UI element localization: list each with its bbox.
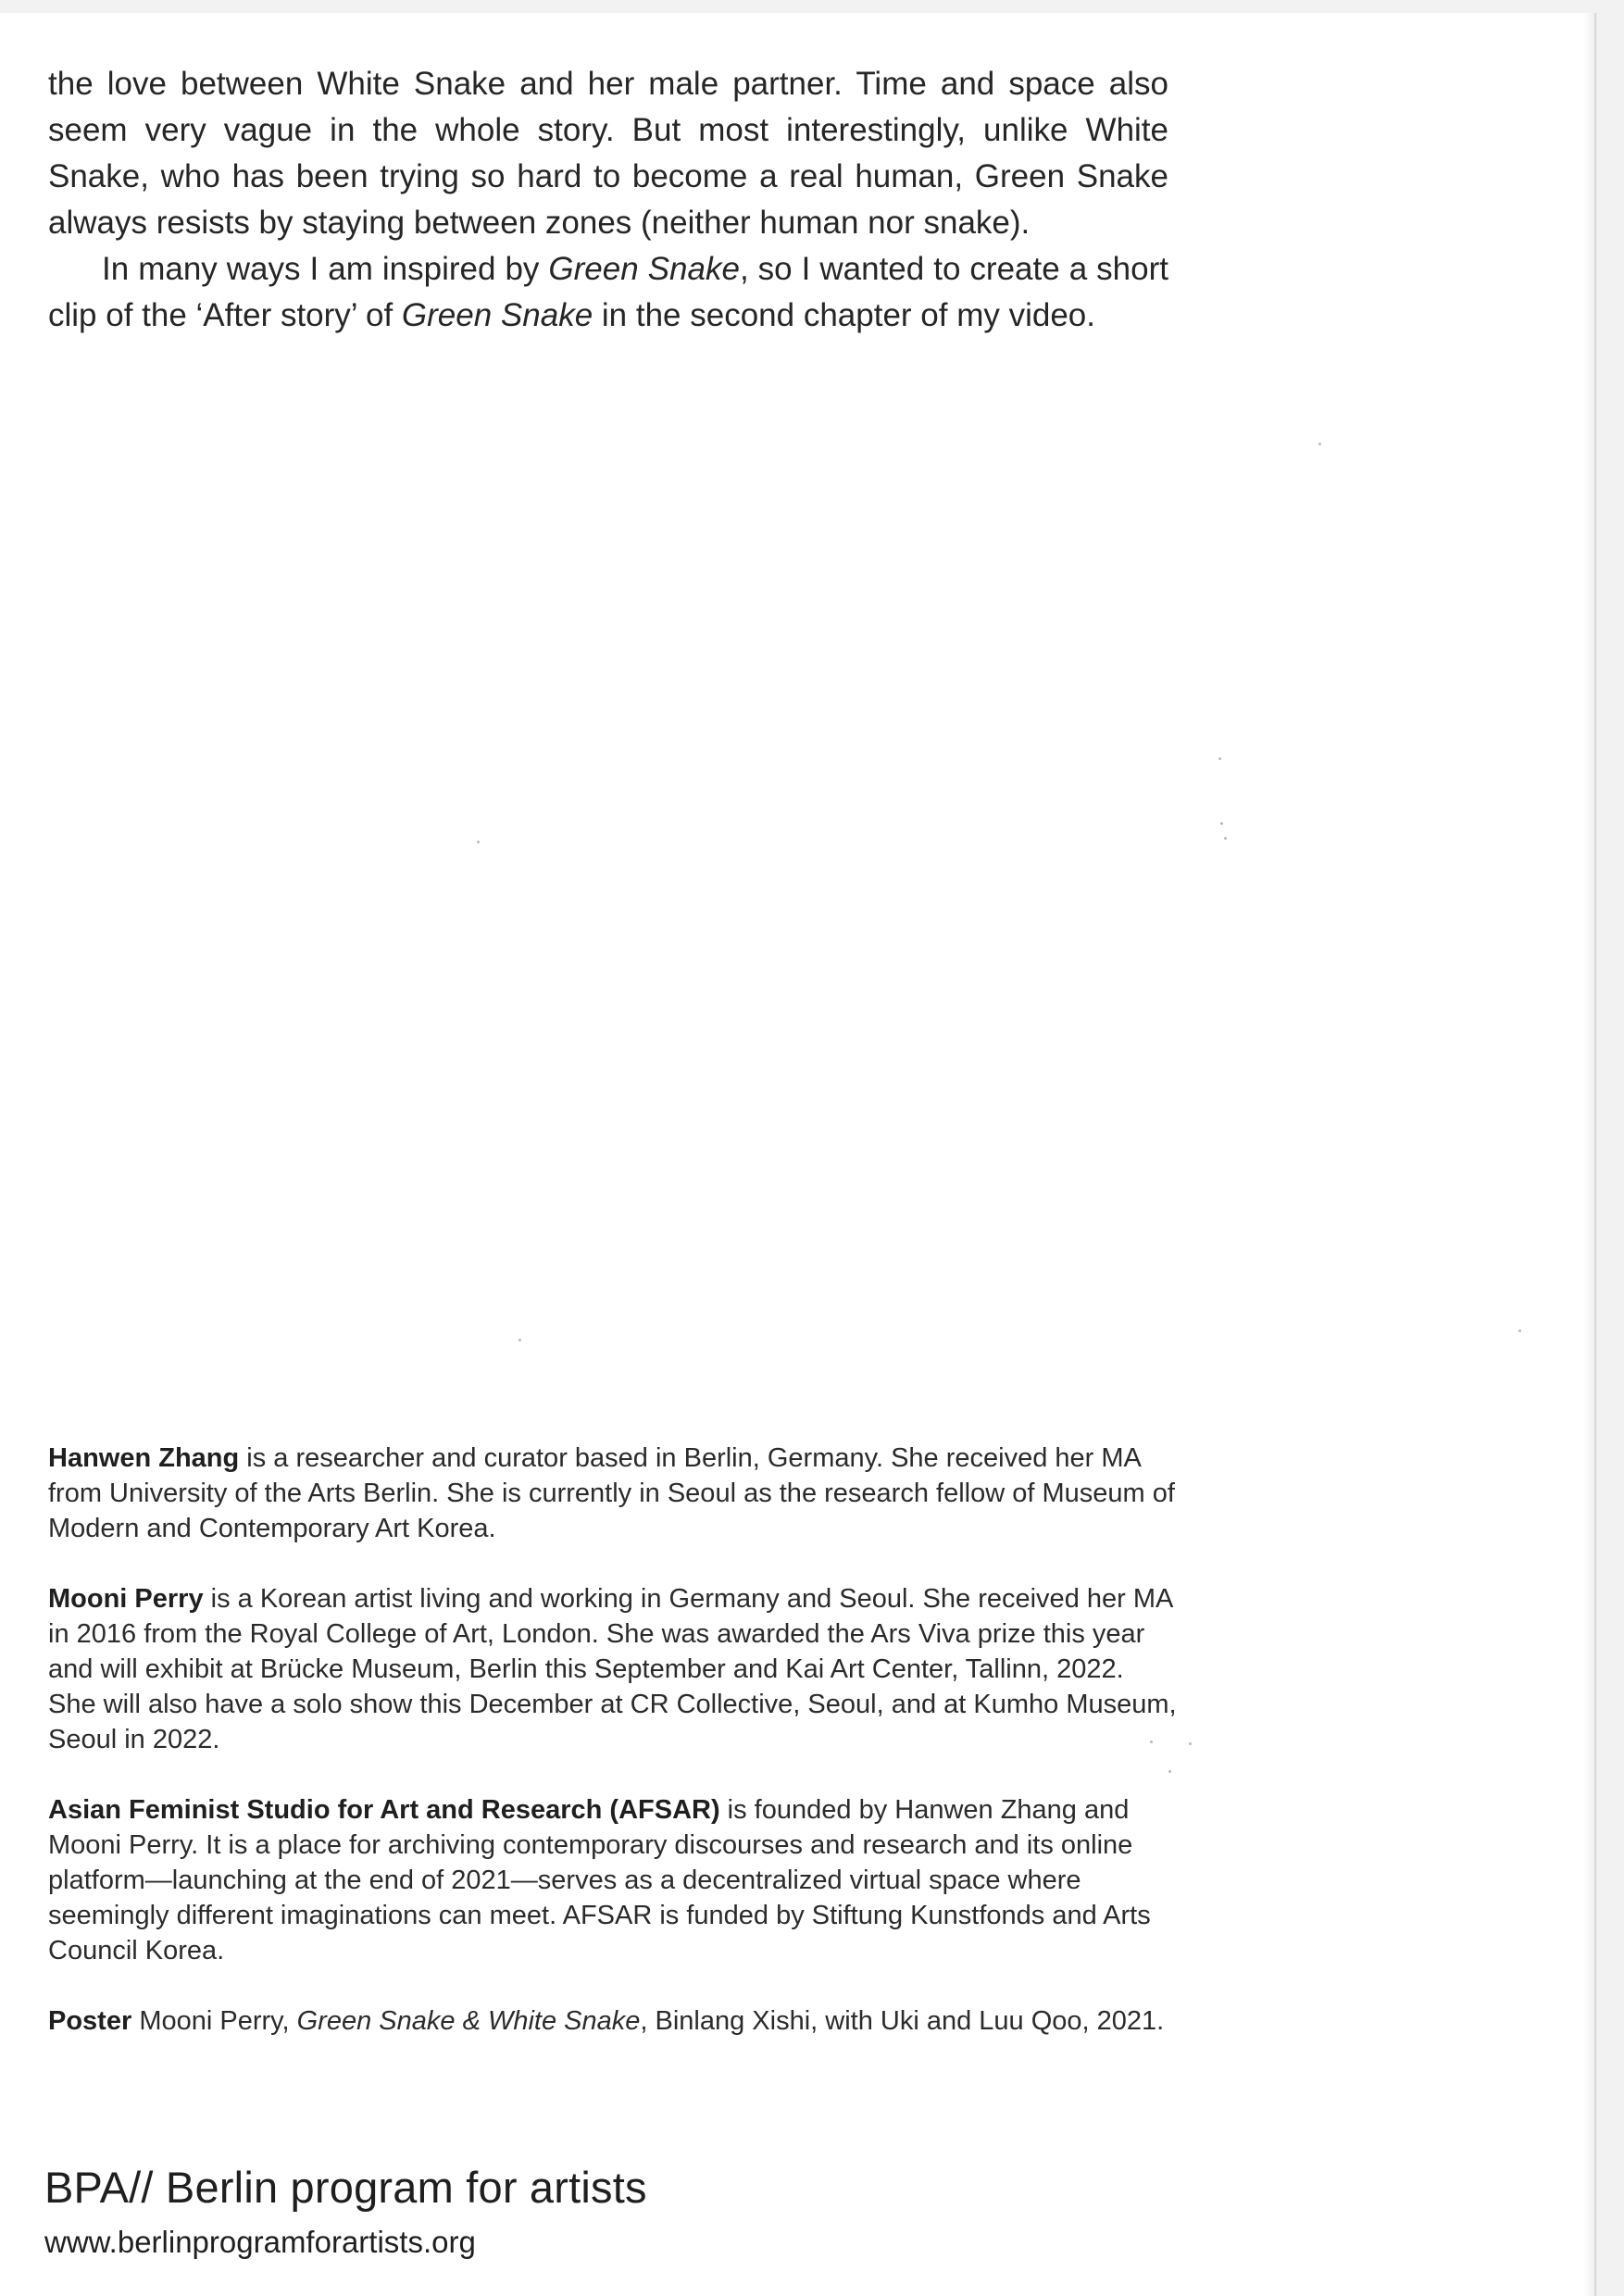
scan-speck [1150, 1741, 1153, 1743]
contributor-bios [48, 1441, 1178, 2074]
bio-hanwen-zhang [48, 1441, 1178, 1546]
poster-artist: Mooni Perry, [131, 2006, 297, 2036]
bio-afsar [48, 1792, 1178, 1968]
scan-speck [1224, 837, 1227, 840]
essay-text [48, 61, 1168, 339]
poster-title: Green Snake & White Snake [296, 2006, 641, 2036]
essay-paragraph-2-part-3: in the second chapter of my video. [593, 297, 1095, 333]
page-edge-shadow [1583, 13, 1594, 2296]
scan-speck [477, 841, 480, 843]
essay-paragraph-2 [48, 246, 1168, 339]
essay-paragraph-2-part-2: , so I wanted to create a short clip of the ‘After story’ of [48, 251, 1168, 333]
bio-name: Mooni Perry [48, 1584, 204, 1614]
bio-name: Hanwen Zhang [48, 1443, 240, 1473]
scan-speck [1220, 822, 1223, 825]
bio-name: Asian Feminist Studio for Art and Research (AFSAR) [48, 1795, 720, 1825]
title-green-snake-2: Green Snake [401, 297, 593, 333]
title-green-snake: Green Snake [548, 251, 740, 287]
scan-speck [1318, 443, 1321, 445]
scan-speck [1518, 1329, 1521, 1332]
scan-speck [1218, 757, 1221, 760]
bio-mooni-perry [48, 1581, 1178, 1757]
footer [44, 2162, 647, 2262]
scan-speck [518, 1339, 521, 1341]
poster-credit [48, 2003, 1178, 2039]
organization-name: BPA// Berlin program for artists [44, 2163, 647, 2212]
essay-paragraph-1: the love between White Snake and her male partner. Time and space also seem very vague in the whole story. But most interestingly, unlike White Snake, who has been trying so hard to become a real human, Green Snake always resists by staying between zones (neither human nor snake). [48, 66, 1168, 241]
poster-label: Poster [48, 2006, 132, 2036]
scan-speck [1189, 1742, 1192, 1745]
poster-details: , Binlang Xishi, with Uki and Luu Qoo, 2021. [640, 2006, 1165, 2036]
bio-text: is founded by Hanwen Zhang and Mooni Perry. It is a place for archiving contemporary discourses and research and its online platform—launching at the end of 2021—serves as a decentralized virtual space where seemingly different imaginations can meet. AFSAR is funded by Stiftung Kunstfonds and Arts Council Korea. [48, 1795, 1151, 1965]
bio-text: is a researcher and curator based in Berlin, Germany. She received her MA from University of the Arts Berlin. She is currently in Seoul as the research fellow of Museum of Modern and Contemporary Art Korea. [48, 1443, 1175, 1543]
bio-text: is a Korean artist living and working in Germany and Seoul. She received her MA in 2016 from the Royal College of Art, London. She was awarded the Ars Viva prize this year and will exhibit at Brücke Museum, Berlin this September and Kai Art Center, Tallinn, 2022. She will also have a solo show this December at CR Collective, Seoul, and at Kumho Museum, Seoul in 2022. [48, 1584, 1177, 1754]
website-url[interactable]: www.berlinprogramforartists.org [44, 2225, 476, 2259]
essay-paragraph-2-part-1: In many ways I am inspired by [102, 251, 549, 287]
scan-speck [1168, 1770, 1171, 1773]
